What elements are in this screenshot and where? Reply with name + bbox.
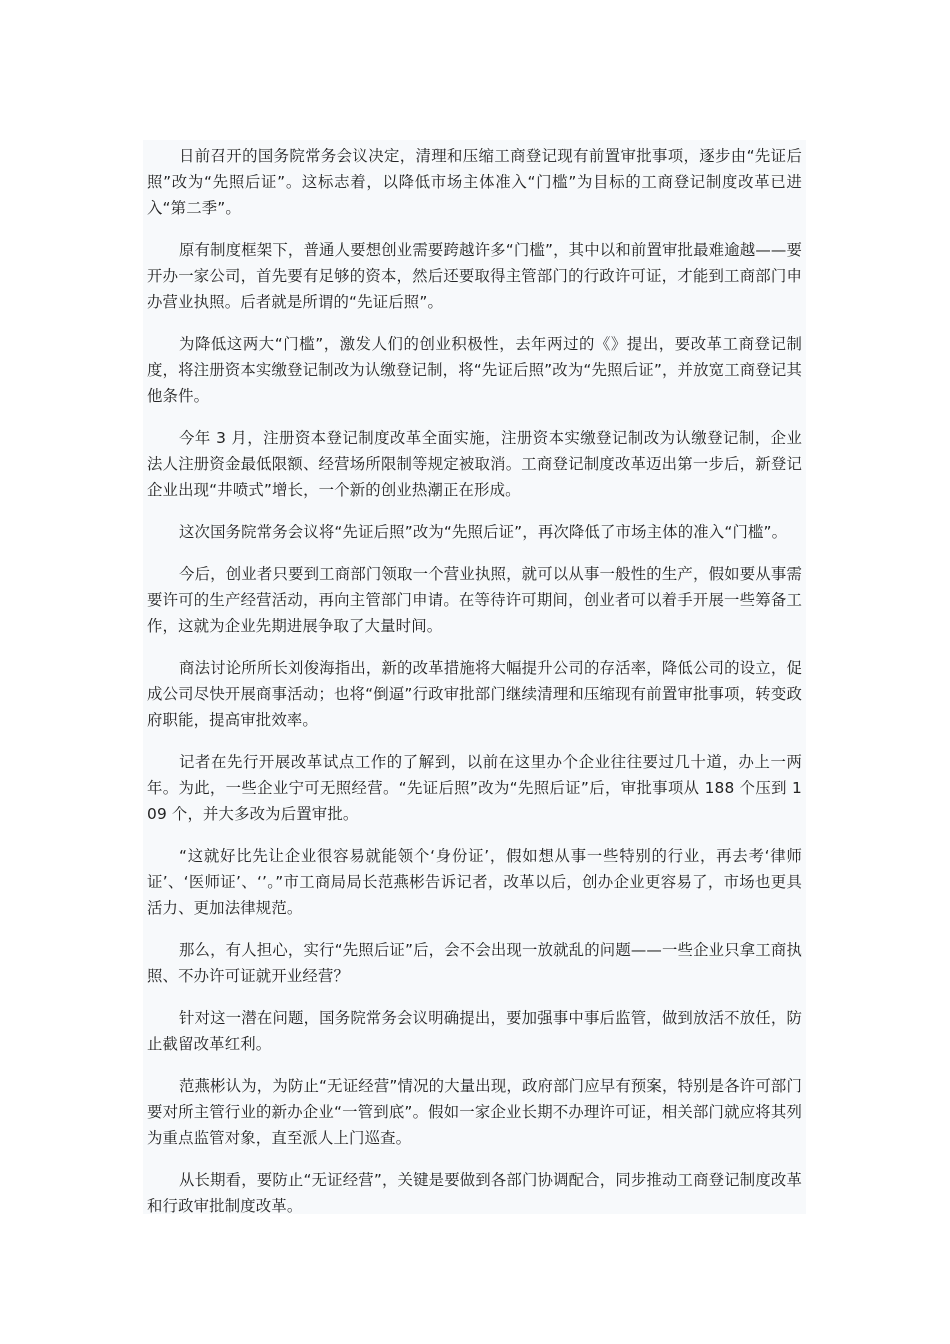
article-paragraph: 记者在先行开展改革试点工作的了解到，以前在这里办个企业往往要过几十道，办上一两年。为此，一些企业宁可无照经营。“先证后照”改为“先照后证”后，审批事项从 188 个压到 109 个，并大多改为后置审批。 [147,753,802,823]
article-paragraph: 日前召开的国务院常务会议决定，清理和压缩工商登记现有前置审批事项，逐步由“先证后照”改为“先照后证”。这标志着，以降低市场主体准入“门槛”为目标的工商登记制度改革已进入“第二季”。 [147,147,802,217]
article-paragraph: 范燕彬认为，为防止“无证经营”情况的大量出现，政府部门应早有预案，特别是各许可部门要对所主管行业的新办企业“一管到底”。假如一家企业长期不办理许可证，相关部门就应将其列为重点监管对象，直至派人上门巡查。 [147,1077,802,1147]
article-paragraph: 今年 3 月，注册资本登记制度改革全面实施，注册资本实缴登记制改为认缴登记制，企业法人注册资金最低限额、经营场所限制等规定被取消。工商登记制度改革迈出第一步后，新登记企业出现“井喷式”增长，一个新的创业热潮正在形成。 [147,429,802,499]
article-paragraph: 那么，有人担心，实行“先照后证”后，会不会出现一放就乱的问题——一些企业只拿工商执照、不办许可证就开业经营？ [147,941,802,985]
article-paragraph: 为降低这两大“门槛”，激发人们的创业积极性，去年两过的《》提出，要改革工商登记制度，将注册资本实缴登记制改为认缴登记制，将“先证后照”改为“先照后证”，并放宽工商登记其他条件。 [147,335,802,405]
article-paragraph: “这就好比先让企业很容易就能领个‘身份证’，假如想从事一些特别的行业，再去考‘律师证’、‘医师证’、‘’。”市工商局局长范燕彬告诉记者，改革以后，创办企业更容易了，市场也更具活力、更加法律规范。 [147,847,802,917]
article-paragraph: 针对这一潜在问题，国务院常务会议明确提出，要加强事中事后监管，做到放活不放任，防止截留改革红利。 [147,1009,802,1053]
article-body [143,140,806,1214]
article-paragraph: 商法讨论所所长刘俊海指出，新的改革措施将大幅提升公司的存活率，降低公司的设立，促成公司尽快开展商事活动；也将“倒逼”行政审批部门继续清理和压缩现有前置审批事项，转变政府职能，提高审批效率。 [147,659,802,729]
article-paragraph: 从长期看，要防止“无证经营”，关键是要做到各部门协调配合，同步推动工商登记制度改革和行政审批制度改革。 [147,1171,802,1214]
article-paragraph: 这次国务院常务会议将“先证后照”改为“先照后证”，再次降低了市场主体的准入“门槛”。 [179,523,788,541]
article-paragraph: 今后，创业者只要到工商部门领取一个营业执照，就可以从事一般性的生产，假如要从事需要许可的生产经营活动，再向主管部门申请。在等待许可期间，创业者可以着手开展一些筹备工作，这就为企业先期进展争取了大量时间。 [147,565,802,635]
article-paragraph: 原有制度框架下，普通人要想创业需要跨越许多“门槛”，其中以和前置审批最难逾越——要开办一家公司，首先要有足够的资本，然后还要取得主管部门的行政许可证，才能到工商部门申办营业执照。后者就是所谓的“先证后照”。 [147,241,802,311]
